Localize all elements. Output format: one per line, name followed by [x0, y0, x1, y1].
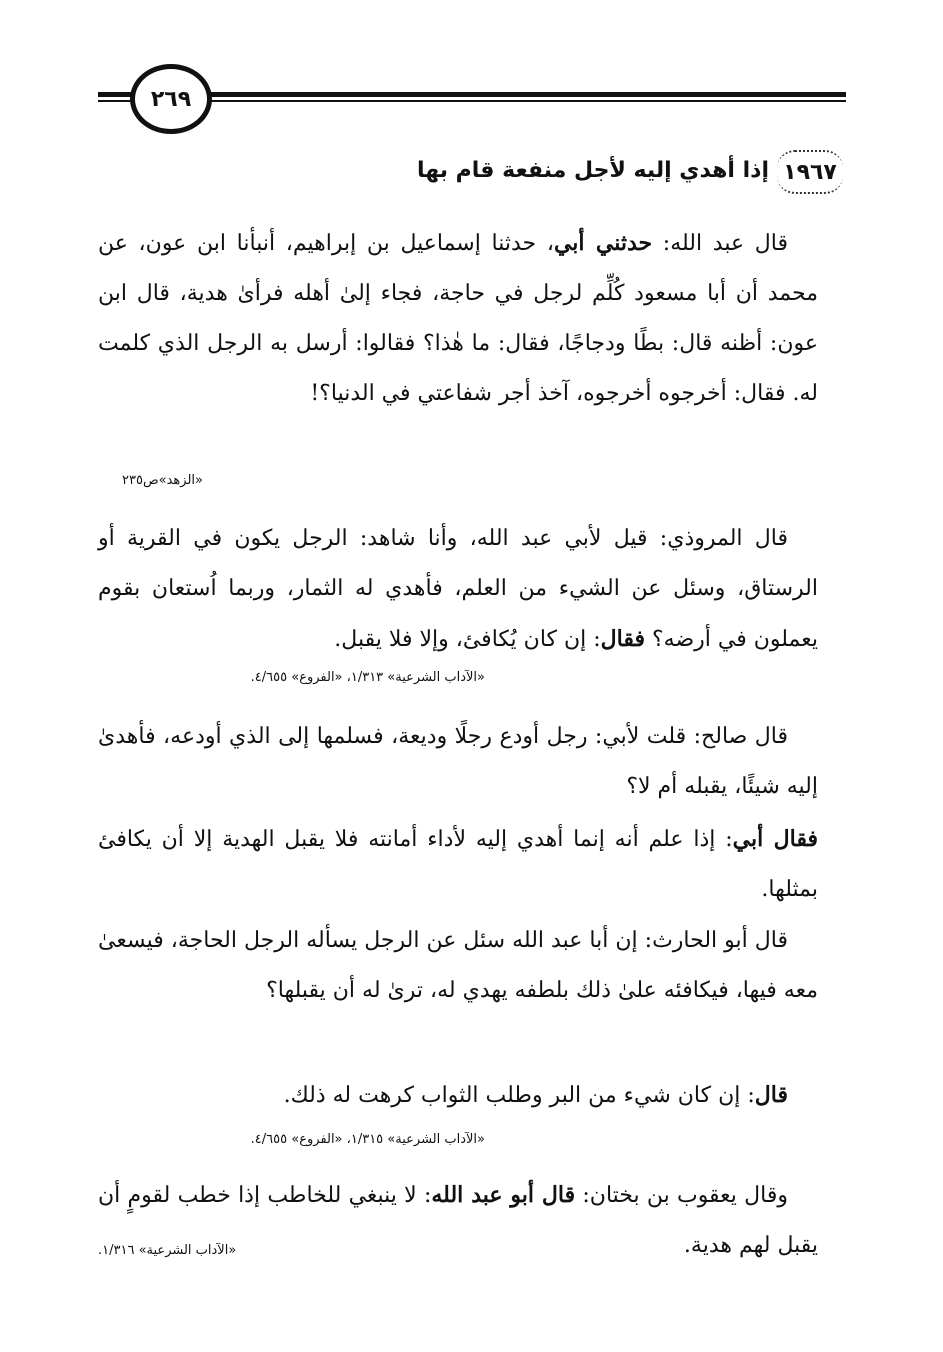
paragraph-text: قال المروذي: قيل لأبي عبد الله، وأنا شاهد: الرجل يكون في القرية أو الرستاق، وسئل عن الشيء من العلم، فأهدي له الثمار، وربما اُستعان بقوم يعملون في أرضه؟ [98, 526, 818, 652]
paragraph-bold-text: قال أبو عبد الله [431, 1182, 576, 1208]
source-citation-3: «الآداب الشرعية» ١/٣١٥، «الفروع» ٤/٦٥٥. [250, 1132, 485, 1147]
paragraph-bold-text: قال [754, 1082, 788, 1108]
paragraph-1 [98, 218, 818, 419]
paragraph-text: : إن كان يُكافئ، وإلا فلا يقبل. [334, 627, 601, 652]
paragraph-text: : إذا علم أنه إنما أهدي إليه لأداء أمانته فلا يقبل الهدية إلا أن يكافئ بمثلها. [98, 827, 818, 902]
paragraph-text: قال أبو الحارث: إن أبا عبد الله سئل عن الرجل يسأله الرجل الحاجة، فيسعىٰ معه فيها، فيكافئه علىٰ ذلك بلطفه يهدي له، ترىٰ له أن يقبلها؟ [98, 928, 818, 1003]
source-citation-1: «الزهد»ص٢٣٥ [121, 473, 203, 488]
paragraph-4 [98, 814, 818, 915]
source-citation-4: «الآداب الشرعية» ١/٣١٦. [98, 1243, 237, 1258]
entry-number-ornament: ١٩٦٧ [777, 150, 843, 194]
paragraph-bold-text: حدثني أبي [553, 230, 653, 256]
paragraph-text: : إن كان شيء من البر وطلب الثواب كرهت له ذلك. [283, 1083, 755, 1108]
paragraph-bold-text: فقال [600, 626, 646, 652]
paragraph-text: قال صالح: قلت لأبي: رجل أودع رجلًا وديعة، فسلمها إلى الذي أودعه، فأهدىٰ إليه شيئًا، يقبله أم لا؟ [98, 724, 818, 799]
paragraph-6 [98, 1070, 818, 1121]
source-citation-2: «الآداب الشرعية» ١/٣١٣، «الفروع» ٤/٦٥٥. [250, 670, 485, 685]
entry-title: إذا أهدي إليه لأجل منفعة قام بها [416, 158, 769, 183]
paragraph-text: وقال يعقوب بن بختان: [575, 1183, 788, 1208]
paragraph-text: : لا ينبغي للخاطب إذا خطب لقومٍ أن يقبل لهم هدية. [98, 1183, 818, 1258]
paragraph-text: ، حدثنا إسماعيل بن إبراهيم، أنبأنا ابن عون، عن محمد أن أبا مسعود كُلِّم لرجل في حاجة، فجاء إلىٰ أهله فرأىٰ هدية، قال ابن عون: أظنه قال: بطًا ودجاجًا، فقال: ما هٰذا؟ فقالوا: أرسل به الرجل الذي كلمت له. فقال: أخرجوه أخرجوه، آخذ أجر شفاعتي في الدنيا؟! [98, 231, 818, 406]
paragraph-5 [98, 916, 818, 1016]
paragraph-bold-text: فقال أبي [732, 826, 818, 852]
paragraph-text: قال عبد الله: [652, 231, 788, 256]
page-number: ٢٦٩ [130, 64, 212, 134]
paragraph-3 [98, 712, 818, 812]
paragraph-2 [98, 514, 818, 665]
